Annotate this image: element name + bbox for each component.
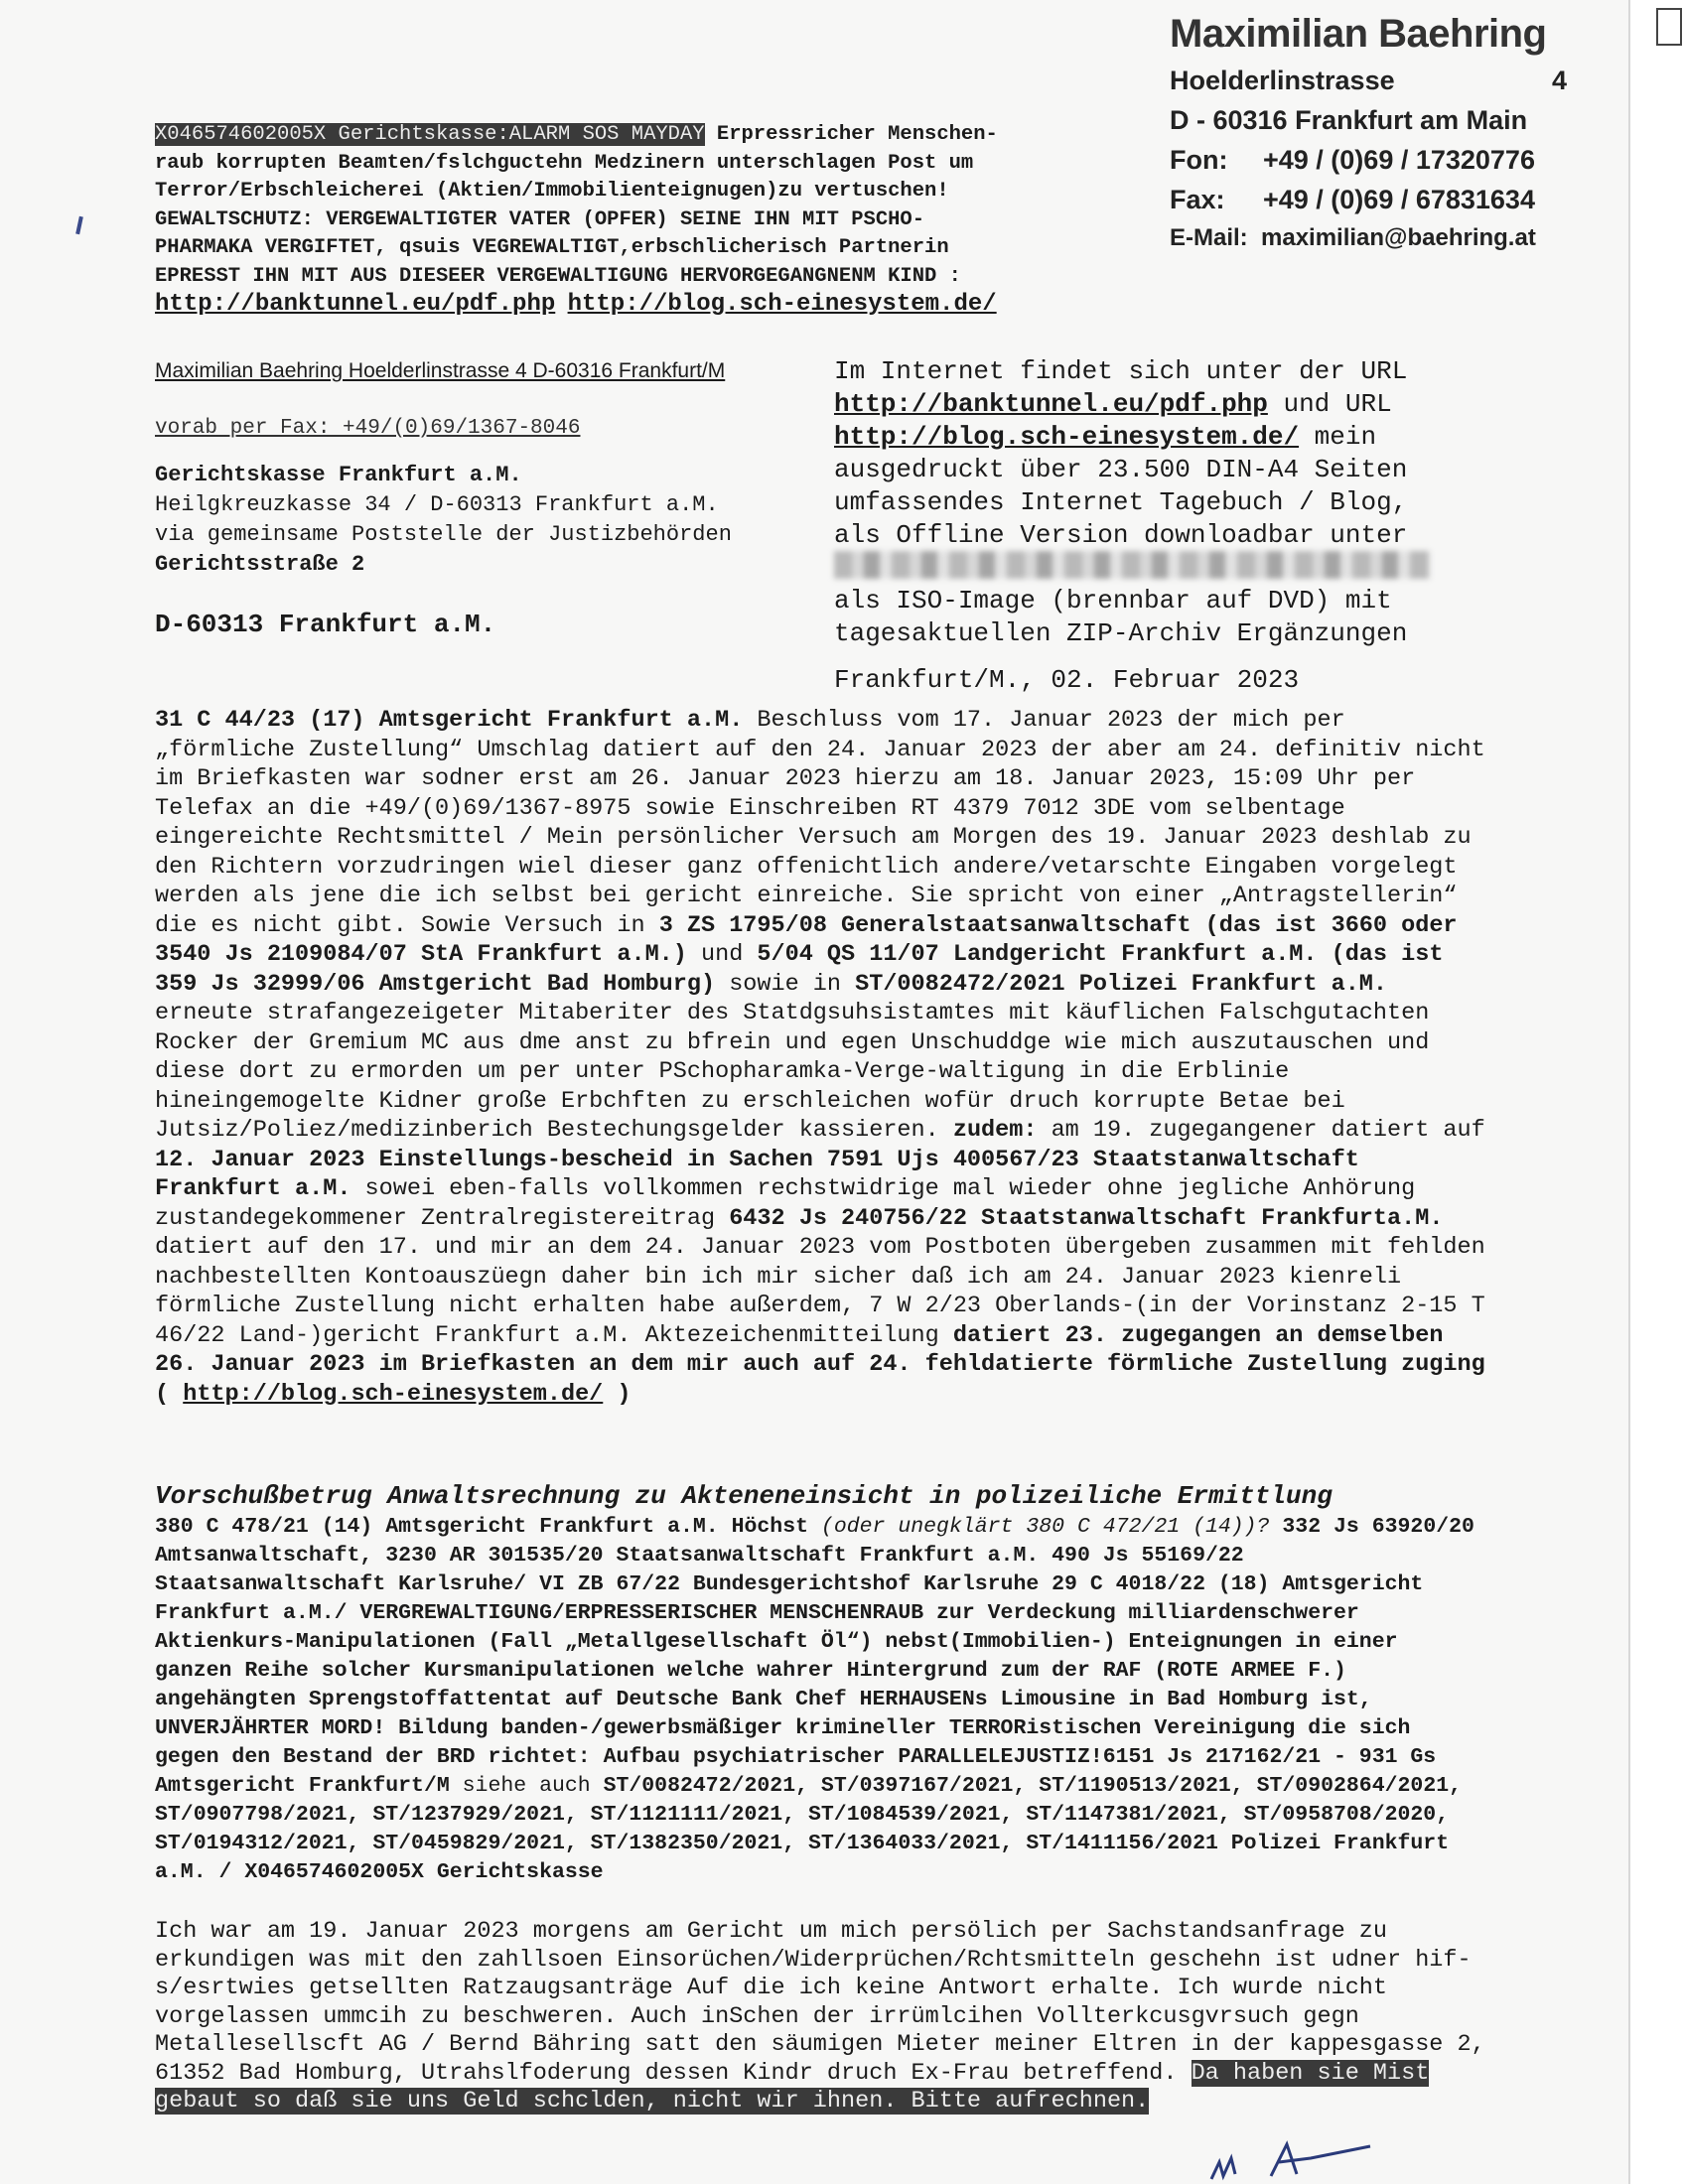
body-text-1: Beschluss vom 17. Januar 2023 der mich per „förmliche Zustellung“ Umschlag datiert auf den 24. Januar 2023 der aber am 24. definitiv nicht im Briefkasten war sodner erst am 26. Januar 2023 hierzu am 18. Januar 2023, 15:09 Uhr per Telefax an die +49/(0)69/1367-8975 sowie Einschreiben RT 4379 7012 3DE vom selbentage eingereichte Rechtsmittel / Mein persönlicher Versuch am Morgen des 19. Januar 2023 deshlab zu den Richtern vorzudringen wiel dieser ganz offenichtlich andere/vetarschte Eingaben vorgelegt werden als jene die ich selbst bei gericht einreiche. Sie spricht von einer „Antragstellerin“ die es nicht gibt. Sowie Versuch in (155, 707, 1485, 939)
police-references: ST/0082472/2021, ST/0397167/2021, ST/1190513/2021, ST/0902864/2021, ST/0907798/2021, ST/1237929/2021, ST/1121111/2021, ST/1084539/2021, ST/1147381/2021, ST/0958708/2020, ST/0194312/2021, ST/0459829/2021, ST/1382350/2021, ST/1364033/2021, ST/1411156/2021 Polizei Frankfurt a.M. / X046574602005X Gerichtskasse (155, 1774, 1463, 1884)
letterhead-name: Maximilian Baehring (1170, 12, 1547, 56)
banner-line6: EPRESST IHN MIT AUS DIESEER VERGEWALTIGUNG HERVORGEGANGNENM KIND : (155, 264, 961, 288)
case-380C478: 380 C 478/21 (14) Amtsgericht Frankfurt a.M. Höchst (155, 1515, 809, 1539)
fax-label: Fax: (1170, 185, 1225, 214)
letterhead-street-row (1170, 66, 1567, 96)
body-text-5: am 19. zugegangener datiert auf (1037, 1117, 1485, 1144)
sender-line: Maximilian Baehring Hoelderlinstrasse 4 D-60316 Frankfurt/M (155, 359, 726, 382)
cases-block (155, 1513, 1485, 1887)
banner-highlight: X046574602005X Gerichtskasse:ALARM SOS MAYDAY (155, 123, 705, 146)
body-text-8: datiert 23. zugegangen an demselben 26. Januar 2023 im Briefkasten an dem mir auch auf 24. fehldatierte förmliche Zustellung zuging ( (155, 1321, 1485, 1408)
page-edge (1628, 0, 1684, 2184)
internet-info-box (834, 355, 1489, 650)
body-text-7: datiert auf den 17. und mir an dem 24. Januar 2023 vom Postboten übergeben zusammen mit fehlden nachbestellten Kontoauszüegn daher bin ich mir sicher daß ich am 24. Januar 2023 kienreli förmliche Zustellung nicht erhalten habe außerdem, 7 W 2/23 Oberlands-(in der Vorinstanz 2-15 T 46/22 Land-)gericht Frankfurt a.M. Aktezeichenmitteilung (155, 1234, 1485, 1349)
case-7591Ujs: 12. Januar 2023 Einstellungs-bescheid in Sachen 7591 Ujs 400567/23 Staatstanwaltschaft Frankfurt a.M. (155, 1146, 1359, 1202)
body-text-4: erneute strafangezeigeter Mitaberiter des Statdgsuhsistamtes mit käuflichen Falschgutachten Rocker der Gremium MC aus dme anst zu bfrein und egen Unschuddge wie mich auszutauschen und diese dort zu ermorden um per unter PSchopharamka-Verge-waltigung in die Erblinie hineingemogelte Kidner große Erbchften zu erschleichen wofür druch korrupte Betae bei Jutsiz/Poliez/medizinberich Bestechungsgelder kassieren. (155, 1000, 1430, 1144)
email-address: maximilian@baehring.at (1261, 224, 1536, 251)
letterhead-city: D - 60316 Frankfurt am Main (1170, 105, 1528, 135)
info-line9: tagesaktuellen ZIP-Archiv Ergänzungen (834, 618, 1408, 648)
case-380C472-note: (oder unegklärt 380 C 472/21 (14))? (808, 1515, 1270, 1539)
banner-line2: raub korrupten Beamten/fslchguctehn Medzinern unterschlagen Post um (155, 151, 974, 175)
banner-line4: GEWALTSCHUTZ: VERGEWALTIGTER VATER (OPFER) SEINE IHN MIT PSCHO- (155, 207, 925, 231)
info-line8: als ISO-Image (brennbar auf DVD) mit (834, 586, 1392, 615)
closing-paragraph (155, 1918, 1485, 2116)
fax-number: +49 / (0)69 / 67831634 (1263, 185, 1535, 214)
info-line1: Im Internet findet sich unter der URL (834, 356, 1408, 386)
closing-highlight: Da haben sie Mist gebaut so daß sie uns Geld schclden, nicht wir ihnen. Bitte aufrechnen. (155, 2059, 1430, 2115)
info-link-blog[interactable]: http://blog.sch-einesystem.de/ (834, 422, 1300, 452)
recipient-line4: Gerichtsstraße 2 (155, 552, 365, 577)
body-link-blog[interactable]: http://blog.sch-einesystem.de/ (183, 1380, 604, 1408)
recipient-line3: via gemeinsame Poststelle der Justizbehörden (155, 522, 732, 547)
closing-text: Ich war am 19. Januar 2023 morgens am Gericht um mich persölich per Sachstandsanfrage zu erkundigen was mit den zahllsoen Einsorüchen/Widerprüchen/Rchtsmitteln geschehn ist udner hif-s/esrtwies getsellten Ratzaugsanträge Auf die ich keine Antwort erhalte. Ich wurde nicht vorgelassen ummcih zu beschweren. Auch inSchen der irrümlcihen Vollterkcusgvrsuch gegn Metallesellscft AG / Bernd Bähring satt den säumigen Mieter meiner Eltren in der kappesgasse 2, 61352 Bad Homburg, Utrahslfoderung dessen Kindr druch Ex-Frau betreffend. (155, 1918, 1485, 2087)
fax-advance-line: vorab per Fax: +49/(0)69/1367-8046 (155, 417, 581, 440)
phone-label: Fon: (1170, 145, 1228, 175)
info-line2: und URL (1267, 389, 1392, 419)
info-line6: als Offline Version downloadbar unter (834, 520, 1408, 550)
body-text-2: und (686, 941, 758, 968)
recipient-name: Gerichtskasse Frankfurt a.M. (155, 463, 522, 487)
banner-link-blog[interactable]: http://blog.sch-einesystem.de/ (567, 291, 997, 318)
email-label: E-Mail: (1170, 224, 1248, 251)
phone-number: +49 / (0)69 / 17320776 (1263, 145, 1535, 175)
info-link-banktunnel[interactable]: http://banktunnel.eu/pdf.php (834, 389, 1268, 419)
info-line4: ausgedruckt über 23.500 DIN-A4 Seiten (834, 455, 1408, 484)
recipient-address (155, 461, 810, 580)
date-line: Frankfurt/M., 02. Februar 2023 (834, 665, 1300, 695)
signature (1201, 2124, 1440, 2184)
recipient-line2: Heilgkreuzkasse 34 / D-60313 Frankfurt a.M. (155, 492, 719, 517)
banner-line3: Terror/Erbschleicherei (Aktien/Immobilienteignugen)zu vertuschen! (155, 180, 949, 203)
cases-text: 332 Js 63920/20 Amtsanwaltschaft, 3230 AR 301535/20 Staatsanwaltschaft Frankfurt a.M. 490 Js 55169/22 Staatsanwaltschaft Karlsruhe/ VI ZB 67/22 Bundesgerichtshof Karlsruhe 29 C 4018/22 (18) Amtsgericht Frankfurt a.M./ VERGREWALTIGUNG/ERPRESSERISCHER MENSCHENRAUB zur Verdeckung milliardenschwerer Aktienkurs-Manipulationen (Fall „Metallgesellschaft Öl“) nebst(Immobilien-) Enteignungen in einer ganzen Reihe solcher Kursmanipulationen welche wahrer Hintergrund zum der RAF (ROTE ARMEE F.) angehängten Sprengstoffattentat auf Deutsche Bank Chef HERHAUSENs Limousine in Bad Homburg ist, UNVERJÄHRTER MORD! Bildung banden-/gewerbsmäßiger krimineller TERRORistischen Vereinigung die sich gegen den Bestand der BRD richtet: Aufbau psychiatrischer PARALLELEJUSTIZ!6151 Js 217162/21 - 931 Gs Amtsgericht Frankfurt/M (155, 1515, 1474, 1798)
main-paragraph (155, 706, 1485, 1409)
info-line3: mein (1299, 422, 1377, 452)
banner-link-banktunnel[interactable]: http://banktunnel.eu/pdf.php (155, 291, 556, 318)
alarm-banner (155, 121, 1128, 321)
letterhead-email-row (1170, 224, 1567, 252)
letterhead-phone-row (1170, 145, 1567, 176)
letterhead-house-number: 4 (1551, 66, 1567, 95)
case-ST0082472: ST/0082472/2021 Polizei Frankfurt a.M. (855, 970, 1388, 998)
body-text-end: ) (603, 1380, 632, 1408)
info-line5: umfassendes Internet Tagebuch / Blog, (834, 487, 1408, 517)
case-31C44: 31 C 44/23 (17) Amtsgericht Frankfurt a.M. (155, 707, 744, 734)
banner-line1: Erpressricher Menschen- (704, 123, 998, 146)
case-3ZS1795: 3 ZS 1795/08 Generalstaatsanwaltschaft (das ist 3660 oder 3540 Js 2109084/07 StA Frankfurt a.M.) (155, 911, 1458, 968)
case-6432Js: 6432 Js 240756/22 Staatstanwaltschaft Frankfurta.M. (729, 1204, 1444, 1232)
body-text-3: sowie in (715, 970, 856, 998)
body-zudem: zudem: (952, 1117, 1038, 1144)
banner-line5: PHARMAKA VERGIFTET, qsuis VEGREWALTIGT,erbschlicherisch Partnerin (155, 236, 949, 259)
recipient-city: D-60313 Frankfurt a.M. (155, 610, 496, 639)
body-text-6: sowei eben-falls vollkommen rechstwidrige mal wieder ohne jegliche Anhörung zustandegekommener Zentralregistereitrag (155, 1175, 1416, 1232)
page-edge-tab (1656, 8, 1682, 46)
redacted-url (834, 551, 1430, 579)
letterhead-street: Hoelderlinstrasse (1170, 66, 1395, 95)
case-5-04QS11: 5/04 QS 11/07 Landgericht Frankfurt a.M. (das ist 359 Js 32999/06 Amstgericht Bad Homburg) (155, 941, 1444, 998)
letterhead-fax-row (1170, 185, 1567, 215)
see-also: siehe auch (449, 1774, 604, 1798)
section-heading: Vorschußbetrug Anwaltsrechnung zu Akteneneinsicht in polizeiliche Ermittlung (155, 1481, 1333, 1511)
